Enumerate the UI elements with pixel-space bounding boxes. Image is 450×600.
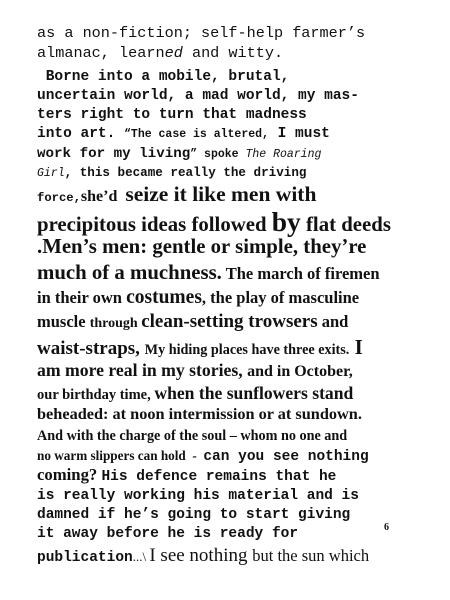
text-run: , this became really the driving — [64, 166, 307, 180]
text-line — [37, 87, 359, 104]
text-run: and in October, — [247, 363, 353, 380]
text-line — [37, 45, 283, 61]
text-run: into art. — [37, 126, 125, 142]
text-run: ters right to turn that madness — [37, 107, 307, 123]
text-run: And with the charge of the soul – whom no one and — [37, 428, 348, 444]
text-run: force, — [37, 191, 81, 205]
text-run: our birthday time, — [37, 387, 155, 403]
text-run: seize it like men with — [125, 182, 317, 206]
text-run: work for my living — [37, 146, 191, 162]
text-run: .Men’s men: gentle or simple, they’re — [37, 235, 367, 258]
text-line — [37, 145, 321, 161]
text-run: His defence remains that he — [101, 469, 337, 485]
text-line — [37, 68, 289, 85]
text-run: beheaded: at noon intermission or at sundown. — [37, 404, 362, 423]
text-line — [37, 525, 298, 542]
text-run: publication — [37, 550, 133, 566]
text-run: ...\ — [132, 549, 150, 564]
text-run: in their own — [37, 288, 127, 307]
text-run: Borne into a mobile, brutal, — [37, 69, 290, 85]
text-line — [37, 263, 380, 284]
text-run: costumes — [126, 287, 202, 308]
text-line — [37, 487, 359, 504]
text-run: almanac, learn — [37, 44, 165, 62]
text-run: and — [317, 312, 349, 331]
text-line — [37, 237, 366, 258]
text-run: The march of firemen — [221, 264, 380, 283]
text-run: when the sunflowers stand — [154, 383, 354, 403]
text-line — [37, 106, 307, 123]
text-run: am more real in my stories, — [37, 360, 248, 380]
text-run: I — [349, 335, 363, 359]
text-line — [37, 506, 350, 523]
text-run: The Roaring — [245, 148, 322, 161]
text-run: I must — [268, 126, 330, 142]
text-line — [37, 546, 369, 566]
text-run: much of a muchness. — [37, 261, 222, 284]
text-line — [37, 406, 362, 423]
text-run: and witty. — [182, 44, 284, 62]
text-run: coming? — [37, 465, 102, 484]
text-line — [37, 164, 306, 180]
text-run: but the sun which — [252, 546, 370, 565]
text-line — [37, 125, 330, 142]
text-line — [37, 448, 369, 465]
text-run: waist-straps, — [37, 338, 145, 359]
text-run: flat deeds — [300, 213, 391, 236]
text-run: can you see nothing — [203, 449, 369, 465]
text-line — [37, 428, 347, 444]
text-run: damned if he’s going to start giving — [37, 507, 351, 523]
text-run: by — [271, 206, 301, 237]
text-run: uncertain world, a mad world, my mas- — [37, 88, 359, 104]
text-line — [37, 208, 391, 236]
text-run: Girl — [37, 167, 65, 180]
text-run: “The case is altered, — [124, 128, 269, 141]
text-line — [37, 337, 363, 358]
text-line — [37, 362, 353, 380]
text-run: , the play of masculine — [201, 288, 360, 307]
text-run: through — [89, 316, 142, 331]
text-run: ” spoke — [190, 148, 246, 161]
text-run: My hiding places have three exits. — [144, 342, 350, 358]
text-run: muscle — [37, 312, 90, 331]
text-line — [37, 385, 353, 403]
text-line — [37, 184, 316, 206]
text-line — [37, 288, 359, 308]
text-run: it away before he is ready for — [37, 526, 299, 542]
text-line — [37, 312, 348, 331]
text-run: she’d — [80, 188, 126, 205]
text-run: as a non-fiction; self-help farmer’s — [37, 24, 366, 42]
page-number: 6 — [384, 522, 389, 533]
text-run: I see nothing — [149, 545, 253, 566]
text-run: is really working his material and is — [37, 488, 359, 504]
text-run: precipitous ideas followed — [37, 213, 272, 236]
text-run: clean-setting trowsers — [141, 311, 318, 332]
text-run: ed — [164, 44, 183, 62]
text-line — [37, 467, 336, 485]
text-run: no warm slippers can hold - — [37, 448, 204, 463]
text-line — [37, 25, 365, 41]
